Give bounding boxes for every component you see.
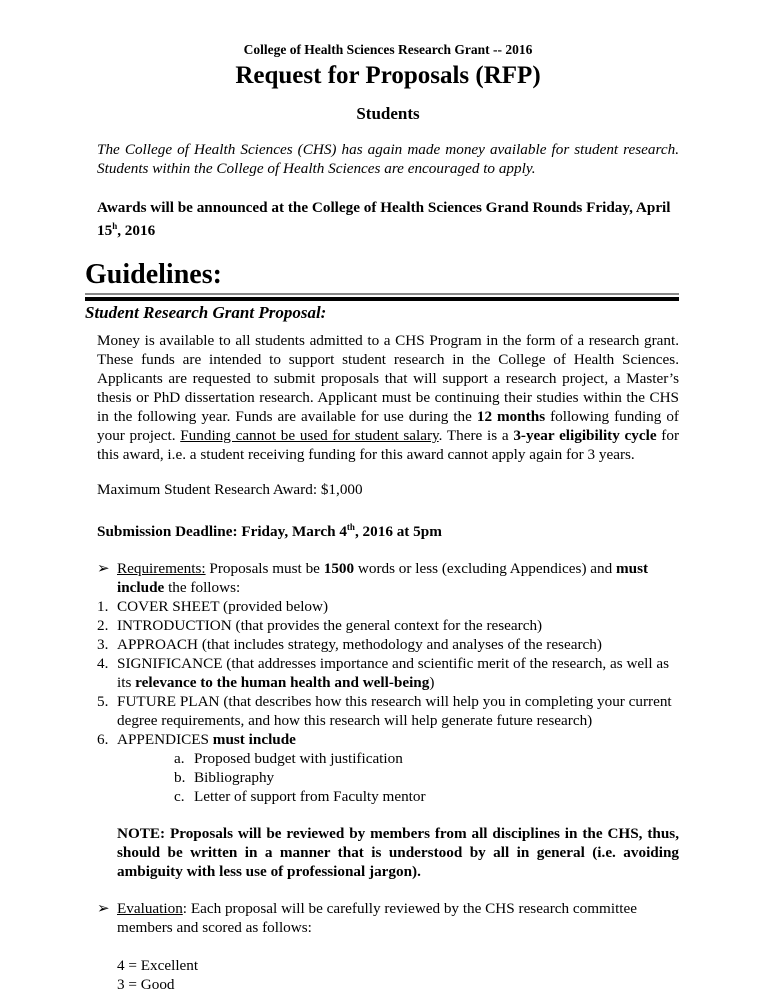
text: SIGNIFICANCE (that addresses importance and scientific merit of the research, as well as its	[117, 655, 670, 692]
text: : Each proposal will be carefully reviewed by the CHS research committee members and scored as follows:	[117, 900, 637, 937]
page-title: Request for Proposals (RFP)	[235, 62, 541, 89]
text: for this award, i.e. a student receiving funding for this award cannot apply again for 3 years.	[97, 427, 679, 463]
bold-text: relevance to the human health and well-being	[135, 674, 430, 692]
text: the follows:	[164, 579, 241, 597]
text: Proposals must be	[205, 560, 324, 578]
document-body	[97, 331, 679, 994]
deadline-sup: th	[346, 522, 355, 532]
item-text: Letter of support from Faculty mentor	[194, 788, 426, 806]
text: )	[429, 674, 435, 692]
awards-text: Awards will be announced at the College of Health Sciences Grand Rounds Friday, April 15	[97, 199, 671, 240]
item-number: 6.	[97, 731, 109, 749]
grant-title: College of Health Sciences Research Grant -- 2016	[243, 42, 533, 57]
requirements-label: Requirements:	[117, 560, 206, 578]
item-letter: c.	[174, 788, 185, 806]
awards-year: , 2016	[117, 222, 156, 240]
document-page	[85, 40, 679, 994]
arrow-bullet-icon: ➢	[97, 900, 110, 918]
bold-text: 12 months	[476, 408, 546, 425]
list-item	[97, 635, 679, 654]
score-item: 3 = Good	[117, 976, 175, 994]
evaluation-label: Evaluation	[117, 900, 183, 918]
list-item	[174, 787, 679, 806]
requirements-section	[97, 559, 679, 806]
review-note: NOTE: Proposals will be reviewed by members from all disciplines in the CHS, thus, should be written in a manner that is understood by all in general (i.e. avoiding ambiguity with less use of professional jargon).	[117, 825, 679, 881]
bold-text: must include	[117, 560, 649, 597]
item-text: APPROACH (that includes strategy, methodology and analyses of the research)	[117, 636, 602, 654]
item-text: INTRODUCTION (that provides the general context for the research)	[117, 617, 543, 635]
item-number: 1.	[97, 598, 109, 616]
list-item	[97, 654, 679, 692]
item-number: 5.	[97, 693, 109, 711]
list-item	[97, 692, 679, 730]
list-item	[97, 597, 679, 616]
text: APPENDICES	[117, 731, 213, 749]
max-award: Maximum Student Research Award: $1,000	[97, 481, 363, 498]
text: words or less (excluding Appendices) and	[354, 560, 617, 578]
appendices-list	[97, 749, 679, 806]
bold-text: 3-year eligibility cycle	[513, 427, 657, 444]
list-item	[97, 616, 679, 635]
item-text: FUTURE PLAN (that describes how this research will help you in completing your current degree requirements, and how this research will help generate future research)	[117, 693, 672, 730]
deadline-text: Submission Deadline: Friday, March 4	[97, 523, 347, 541]
arrow-bullet-icon: ➢	[97, 560, 110, 578]
item-number: 2.	[97, 617, 109, 635]
bold-text: 1500	[323, 560, 355, 578]
divider	[85, 297, 679, 301]
item-number: 3.	[97, 636, 109, 654]
item-text: Bibliography	[194, 769, 275, 787]
evaluation-section	[97, 899, 679, 937]
bold-text: must include	[212, 731, 296, 749]
item-text	[117, 654, 679, 692]
section-heading: Student Research Grant Proposal:	[85, 303, 327, 322]
awards-sup: h	[112, 221, 118, 231]
item-letter: b.	[174, 769, 186, 787]
text: . There is a	[438, 427, 514, 444]
underlined-text: Funding cannot be used for student salary	[180, 427, 439, 444]
requirements-intro	[117, 559, 679, 597]
list-item	[97, 730, 679, 749]
guidelines-heading: Guidelines:	[85, 259, 679, 295]
item-text	[117, 730, 296, 749]
item-text: Proposed budget with justification	[194, 750, 403, 768]
item-letter: a.	[174, 750, 185, 768]
item-number: 4.	[97, 655, 109, 673]
audience-heading: Students	[356, 104, 420, 123]
requirements-list	[97, 597, 679, 749]
text: following funding of your project.	[97, 408, 679, 444]
submission-deadline	[97, 518, 679, 541]
list-item	[174, 749, 679, 768]
deadline-time: , 2016 at 5pm	[354, 523, 442, 541]
score-item: 4 = Excellent	[117, 957, 199, 975]
description-paragraph	[97, 331, 679, 464]
awards-announcement	[97, 198, 679, 240]
text: Money is available to all students admitted to a CHS Program in the form of a research grant. These funds are intended to support student research in the College of Health Sciences. Applicants are requested to submit proposals that will support a research project, a Master’s thesis or PhD dissertation research. Applicant must be continuing their studies within the CHS in the following year. Funds are available for use during the	[97, 332, 679, 425]
list-item	[174, 768, 679, 787]
evaluation-intro	[117, 899, 679, 937]
intro-paragraph: The College of Health Sciences (CHS) has again made money available for student research. Students within the College of Health Sciences are encouraged to apply.	[97, 141, 679, 177]
item-text: COVER SHEET (provided below)	[117, 598, 329, 616]
